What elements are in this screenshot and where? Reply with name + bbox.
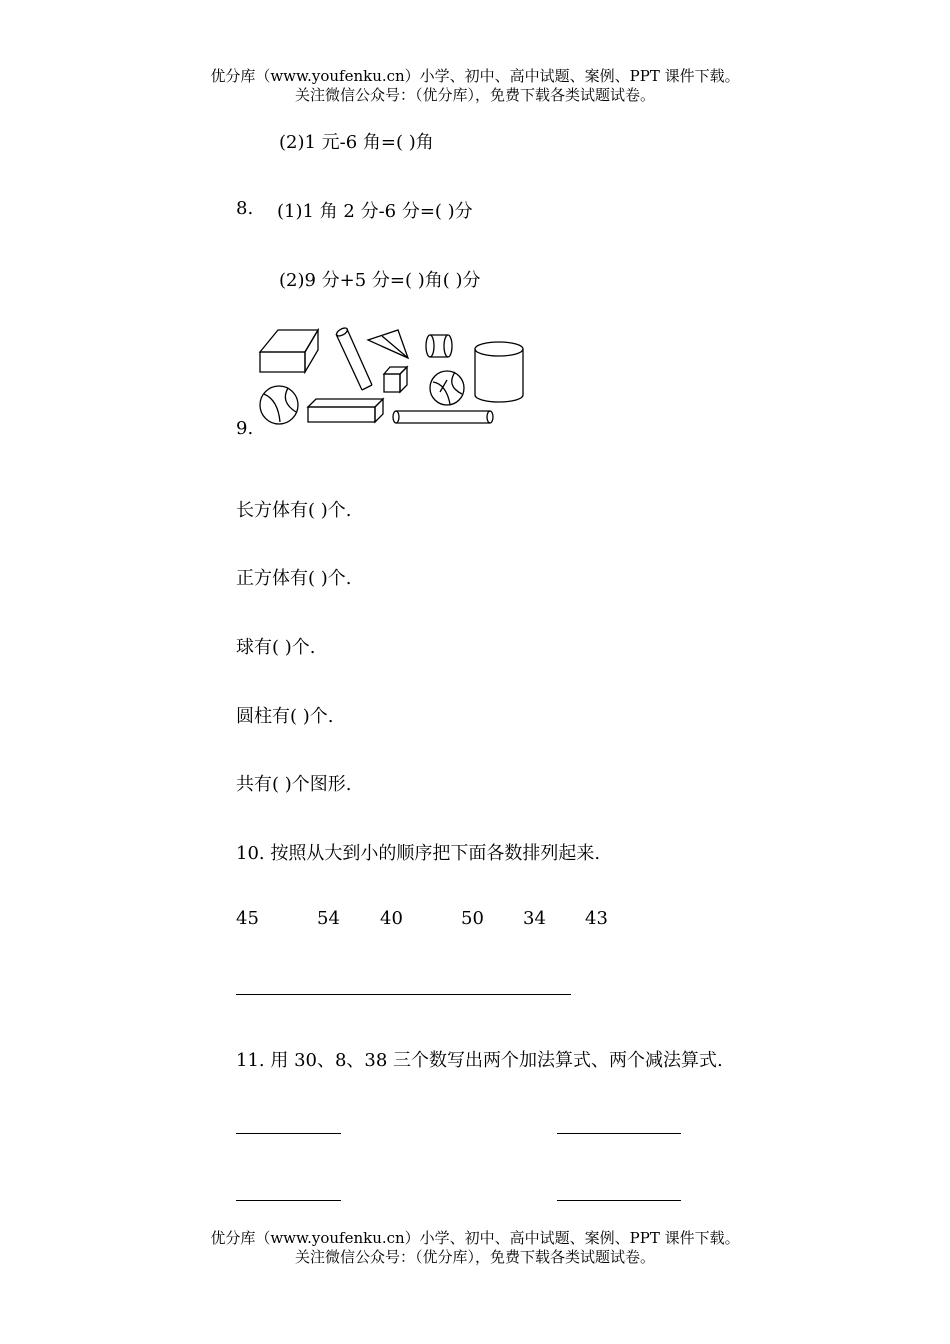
q10-number: 50 xyxy=(461,908,484,929)
cube-shape xyxy=(384,367,407,392)
q11-answer-line-2[interactable] xyxy=(557,1133,681,1134)
q10-number: 40 xyxy=(380,908,403,929)
large-cylinder-shape xyxy=(475,342,523,402)
small-cylinder-shape xyxy=(426,335,452,357)
q9-total-count: 共有( )个图形. xyxy=(236,774,352,795)
q11-answer-line-1[interactable] xyxy=(236,1133,341,1134)
triangle-shape xyxy=(368,330,408,358)
q9-cube-count: 正方体有( )个. xyxy=(236,568,352,589)
q9-cuboid-count: 长方体有( )个. xyxy=(236,500,352,521)
footer-line-2: 关注微信公众号：（优分库），免费下载各类试题试卷。 xyxy=(294,1248,655,1266)
q10-question: 10. 按照从大到小的顺序把下面各数排列起来. xyxy=(236,843,601,864)
q11-answer-line-3[interactable] xyxy=(236,1200,341,1201)
q10-answer-line[interactable] xyxy=(236,994,571,995)
cuboid-flat-shape xyxy=(308,399,383,422)
q10-number: 34 xyxy=(523,908,546,929)
cuboid-large-shape xyxy=(260,330,318,372)
q8-part1: (1)1 角 2 分-6 分=( )分 xyxy=(277,201,473,222)
slanted-cylinder-shape xyxy=(335,326,372,390)
ball-left-shape xyxy=(260,386,298,424)
q10-number: 54 xyxy=(317,908,340,929)
q11-answer-line-4[interactable] xyxy=(557,1200,681,1201)
q10-number: 45 xyxy=(236,908,259,929)
shapes-figure xyxy=(250,322,530,432)
horizontal-cylinder-shape xyxy=(393,411,493,423)
q8-number: 8. xyxy=(236,198,254,219)
q11-question: 11. 用 30、8、38 三个数写出两个加法算式、两个减法算式. xyxy=(236,1050,723,1071)
ball-right-shape xyxy=(430,371,464,405)
q7-part2: (2)1 元-6 角=( )角 xyxy=(279,132,434,153)
footer-line-1: 优分库（www.youfenku.cn）小学、初中、高中试题、案例、PPT 课件下载。 xyxy=(210,1229,740,1247)
q9-cylinder-count: 圆柱有( )个. xyxy=(236,706,334,727)
header-line-2: 关注微信公众号：（优分库），免费下载各类试题试卷。 xyxy=(294,86,655,104)
header-line-1: 优分库（www.youfenku.cn）小学、初中、高中试题、案例、PPT 课件下载。 xyxy=(210,67,740,85)
q9-number: 9. xyxy=(236,418,254,439)
q8-part2: (2)9 分+5 分=( )角( )分 xyxy=(279,270,481,291)
q10-number: 43 xyxy=(585,908,608,929)
q9-ball-count: 球有( )个. xyxy=(236,637,316,658)
